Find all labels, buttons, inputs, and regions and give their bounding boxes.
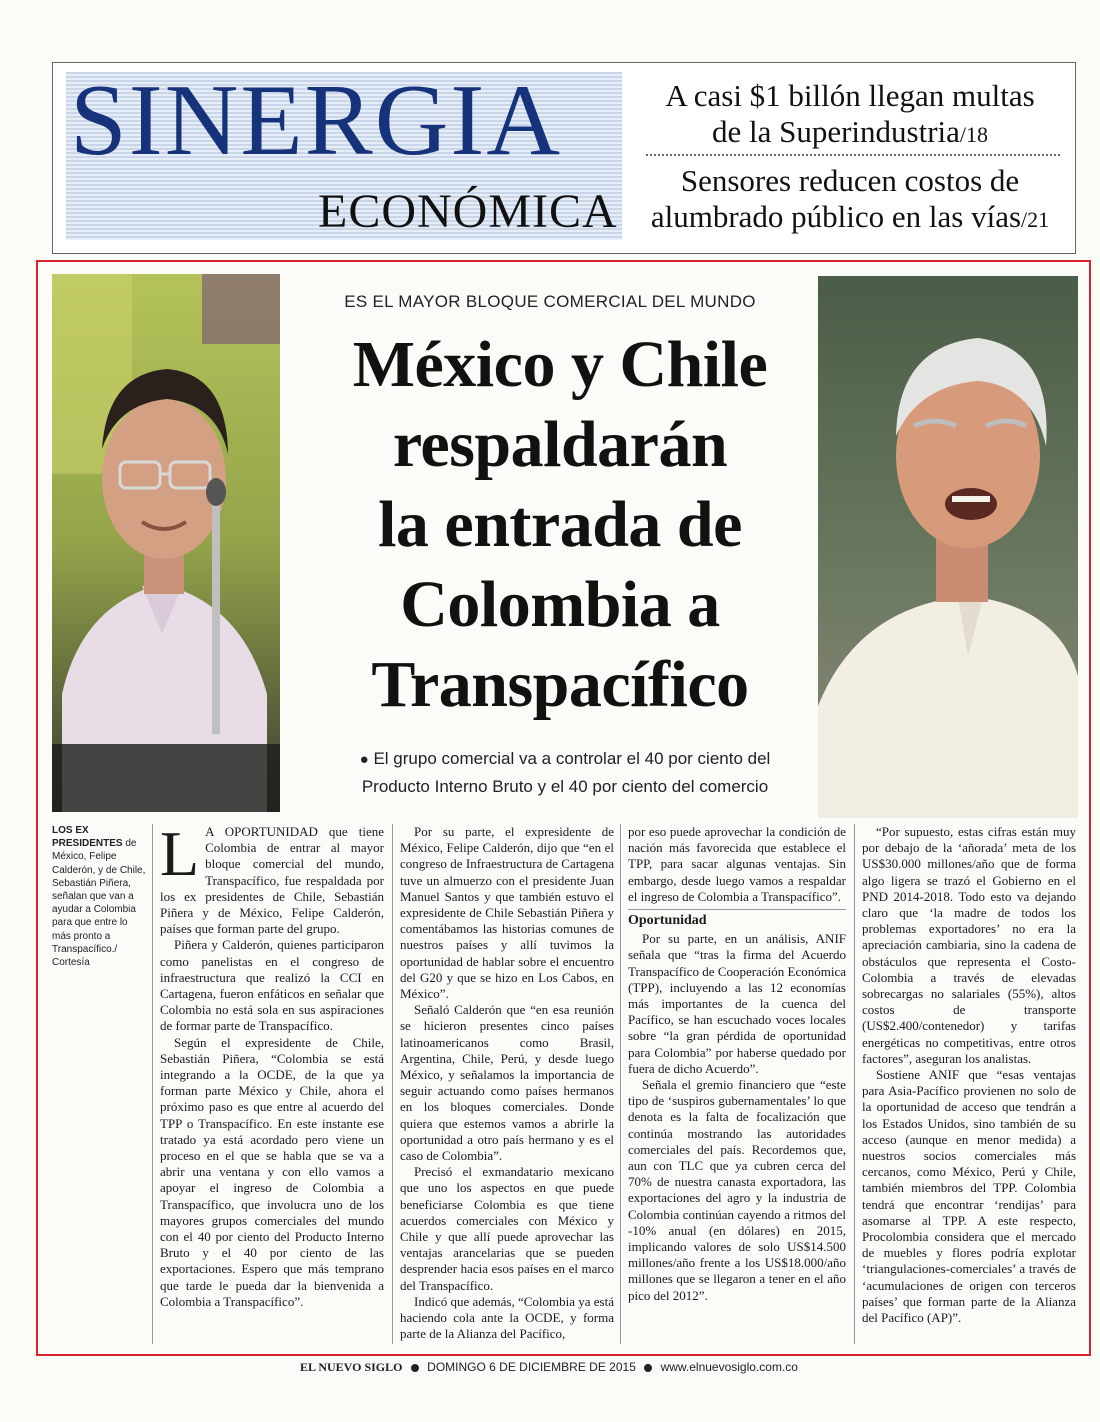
column-rule — [152, 824, 153, 1344]
deck-text: El grupo comercial va a controlar el 40 por ciento del Producto Interno Bruto y el 40 por ciento del comercio — [361, 749, 771, 796]
column-rule — [620, 824, 621, 1344]
dropcap: L — [160, 818, 200, 889]
article-column-3 — [628, 824, 846, 1304]
teaser-multas-line2: de la Superindustria — [711, 114, 960, 149]
teaser-multas-line1: A casi $1 billón llegan multas — [665, 78, 1035, 113]
paragraph: Según el expresidente de Chile, Sebastián Piñera, “Colombia se está integrando a la OCDE, de la que ya forman parte México y Chile, ahora el próximo paso es que entre al acuerdo del TPP o Transpacífico. En este instante ese tratado ya está acordado pero viene un proceso en el que se habla que se va a abrir una ventana y con ello vamos a apoyar el ingreso de Colombia a Transpacífico, que involucra uno de los mayores grupos comerciales del mundo con el 40 por ciento del Producto Interno Bruto y el 40 por ciento de las exportaciones. Espero que más temprano que tarde le pueda dar la bienvenida a Colombia a Transpacífico”. — [160, 1034, 384, 1309]
subhead-oportunidad: Oportunidad — [628, 909, 846, 929]
headline-line: la entrada de — [378, 488, 742, 561]
article-kicker: ES EL MAYOR BLOQUE COMERCIAL DEL MUNDO — [344, 292, 756, 311]
teaser-sensores-line1: Sensores reducen costos de — [680, 163, 1020, 198]
paragraph: Señaló Calderón que “en esa reunión se hicieron presentes cinco países latinoamericanos como Brasil, Argentina, Chile, Perú, y desde luego México, y señalamos la importancia de seguir actuando como países hermanos en los bloques comerciales. Donde quiera que estemos vamos a abrirle la oportunidad a otro país hermano y es el caso de Colombia”. — [400, 1002, 614, 1164]
paragraph: Por su parte, el expresidente de México, Felipe Calderón, dijo que “en el congreso de Infraestructura de Cartagena tuve un almuerzo con el presidente Juan Manuel Santos y que también estuvo el expresidente de Chile Sebastián Piñera y comentábamos las historias comunes de nuestros países y allí tuvimos la oportunidad de hablar sobre el encuentro del G20 y que se hizo en Los Cabos, en México”. — [400, 824, 614, 1002]
photo-calderon-illustration — [52, 274, 280, 812]
headline-line: México y Chile — [352, 328, 768, 401]
paragraph: Precisó el exmandatario mexicano que uno los aspectos en que puede beneficiarse Colombia es que tiene acuerdos comerciales con México y Chile y que allí puede aprovechar las ventajas arancelarias que se pueden desprender hacia esos países en el marco del Transpacífico. — [400, 1164, 614, 1293]
paragraph: por eso puede aprovechar la condición de nación más favorecida que establece el TPP, para sacar algunas ventajas. Sin embargo, desde luego vamos a respaldar el ingreso de Colombia a Transpacífico”. — [628, 824, 846, 904]
headline-line: Colombia a — [400, 568, 720, 641]
photo-caption — [52, 824, 146, 969]
teaser-divider — [646, 154, 1060, 156]
paragraph: L A OPORTUNIDAD que tiene Colombia de entrar al mayor bloque comercial del mundo, Transpacífico, fue respaldada por los ex presidentes de Chile, Sebastián Piñera y de México, Felipe Calderón, países que forman parte del grupo. — [160, 818, 384, 937]
photo-pinera-illustration — [818, 276, 1078, 818]
bullet-icon — [411, 1364, 419, 1372]
footer-url[interactable]: www.elnuevosiglo.com.co — [660, 1360, 798, 1374]
article-headline — [300, 325, 820, 725]
bullet-icon — [644, 1364, 652, 1372]
article-column-4 — [862, 824, 1076, 1326]
article-column-1 — [160, 818, 384, 1310]
teaser-sensores-line2: alumbrado público en las vías — [650, 199, 1022, 234]
article-column-2 — [400, 824, 614, 1343]
caption-lead: LOS EX PRESIDENTES — [52, 825, 123, 850]
section-logo-title: SINERGIA — [70, 64, 562, 177]
paragraph: Sostiene ANIF que “esas ventajas para Asia-Pacífico provienen no solo de la oportunidad de acceso que tendrán a los Estados Unidos, sino también de su acceso (aunque en menor medida) a nuestros socios comerciales más cercanos, como México, Perú y Chile, también miembros del TPP. Colombia tendrá que encontrar ‘rendijas’ para asomarse al TPP. A este respecto, Procolombia considera que el mercado de muebles y flores podría explotar ‘triangulaciones-comerciales’ a través de ‘acumulaciones de origen con terceros países’ que forman parte de la Alianza del Pacífico (AP)”. — [862, 1067, 1076, 1326]
teaser-sensores-page: /21 — [1021, 207, 1050, 232]
teaser-sensores[interactable] — [632, 163, 1068, 238]
caption-text: de México, Felipe Calderón, y de Chile, Sebastián Piñera, señalan que van a ayudar a Colombia para que entre lo más pronto a Transpacífico./ Cortesía — [52, 838, 146, 969]
paragraph: “Por supuesto, estas cifras están muy por debajo de la ‘añorada’ meta de los US$30.000 millones/año que de forma algo ligera se trazó el Gobierno en el PND 2014-2018. Todo esto va dejando claro que ‘la madre de todos los problemas exportadores’ no era la apreciación cambiaria, sino la cadena de obstáculos que representa el Costo-Colombia a través de elevadas sobrecargas no salariales (55%), altos costos de transporte (US$2.400/contenedor) y tarifas energéticas no competitivas, entre otros factores”, aseguran los analistas. — [862, 824, 1076, 1066]
section-logo-subtitle: ECONÓMICA — [318, 185, 618, 238]
paragraph: Indicó que además, “Colombia ya está haciendo cola ante la OCDE, y forma parte de la Alianza del Pacífico, — [400, 1293, 614, 1342]
article-deck — [326, 745, 804, 800]
paragraph: Por su parte, en un análisis, ANIF señala que “tras la firma del Acuerdo Transpacífico de Cooperación Económica (TPP), incluyendo a las 12 economías más importantes de la cuenca del Pacífico, se han escuchado voces locales sobre “la gran pérdida de oportunidad para Colombia” por haberse quedado por fuera de dicho Acuerdo”. — [628, 931, 846, 1076]
teaser-multas-page: /18 — [959, 122, 989, 147]
photo-pinera — [818, 276, 1078, 818]
teaser-multas[interactable] — [632, 78, 1068, 153]
footer-date: DOMINGO 6 DE DICIEMBRE DE 2015 — [427, 1360, 636, 1374]
paragraph: Piñera y Calderón, quienes participaron como panelistas en el congreso de infraestructura que realizó la CCI en Cartagena, fueron enfáticos en señalar que Colombia no está sola en sus aspiraciones de formar parte de Transpacífico. — [160, 937, 384, 1034]
bullet-icon: ● — [359, 751, 369, 768]
page-footer — [300, 1360, 1020, 1375]
paragraph: Señala el gremio financiero que “este tipo de ‘suspiros gubernamentales’ lo que denota es la falta de focalización que continúa mostrando las autoridades comerciales del país. Recordemos que, aun con TLC que ya cubren cerca del 70% de nuestra canasta exportadora, las exportaciones del agro y la industria de Colombia continúan cayendo a ritmos del -10% anual (en dólares) en 2015, implicando valores de solo US$14.500 millones/año frente a los US$18.000/año millones que se llegaron a tener en el año pico del 2012”. — [628, 1077, 846, 1303]
footer-brand: EL NUEVO SIGLO — [300, 1360, 403, 1374]
column-rule — [392, 824, 393, 1344]
headline-line: respaldarán — [392, 408, 728, 481]
headline-line: Transpacífico — [371, 648, 749, 721]
photo-calderon — [52, 274, 280, 812]
column-rule — [854, 824, 855, 1344]
